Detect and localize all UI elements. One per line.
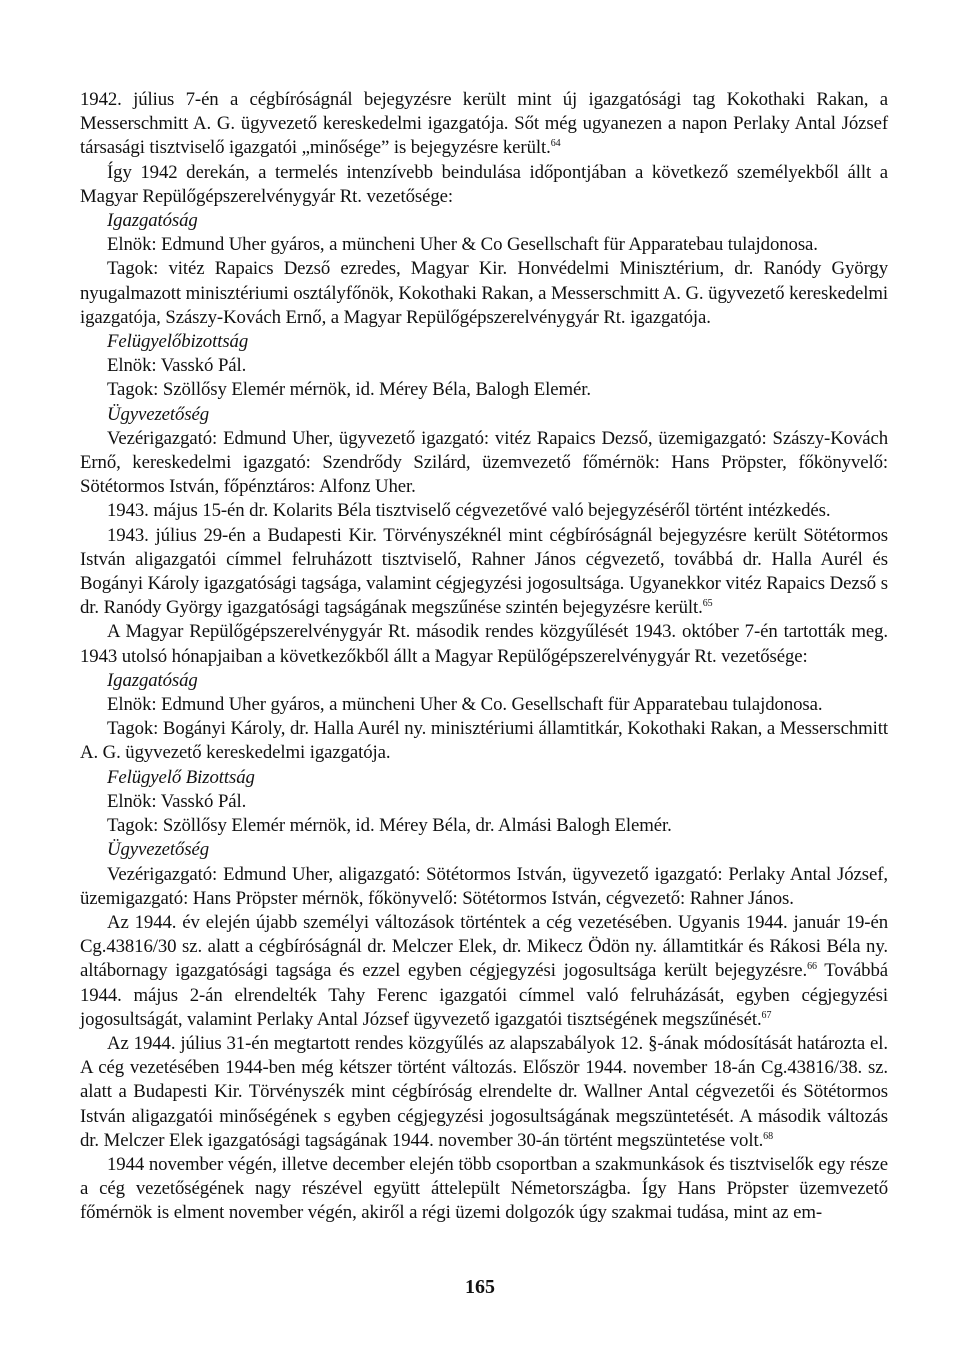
paragraph-text: 1943. július 29-én a Budapesti Kir. Törvényszéknél mint cégbíróságnál bejegyzésre került Sötétormos István aligazgatói címmel felruházott tisztviselő, Rahner János cégvezető, továbbá dr. Halla Aurél és Bogányi Károly igazgatósági tagsága, valamint cégjegyzési jogosultsága. Ugyanekkor vitéz Rapaics Dezső s dr. Ranódy György igazgatósági tagságának megszűnése szintén bejegyzésre került. [80,524,888,619]
paragraph-text: Felügyelőbizottság [107,331,249,353]
paragraph-text: Így 1942 derekán, a termelés intenzívebb beindulása időpontjában a következő személyekből állt a Magyar Repülőgépszerelvénygyár Rt. vezetősége: [80,161,888,207]
section-heading [80,838,888,862]
paragraph-text: Igazgatóság [107,669,198,691]
paragraph-text: Vezérigazgató: Edmund Uher, aligazgató: Sötétormos István, ügyvezető igazgató: Perlaky Antal József, üzemigazgató: Hans Pröpster mérnök, főkönyvelő: Sötétormos István, cégvezető: Rahner János. [80,863,888,909]
paragraph-text: Felügyelő Bizottság [107,766,255,788]
paragraph [80,863,888,911]
footnote-ref: 68 [763,1130,773,1142]
paragraph-text: Ügyvezetőség [107,403,210,425]
paragraph-text: Elnök: Edmund Uher gyáros, a müncheni Uher & Co. Gesellschaft für Apparatebau tulajdonosa. [107,694,823,716]
paragraph-text: Igazgatóság [107,210,198,232]
paragraph-text: Elnök: Vasskó Pál. [107,790,247,812]
paragraph [80,911,888,1032]
paragraph-text: Vezérigazgató: Edmund Uher, ügyvezető igazgató: vitéz Rapaics Dezső, üzemigazgató: Szászy-Kovách Ernő, kereskedelmi igazgató: Szendrődy Szilárd, üzemvezető főmérnök: Hans Pröpster, főkönyvelő: Sötétormos István, főpénztáros: Alfonz Uher. [80,427,888,498]
paragraph [80,233,888,257]
paragraph-text: Tagok: Szöllősy Elemér mérnök, id. Mérey Béla, dr. Almási Balogh Elemér. [107,815,672,837]
section-heading [80,766,888,790]
paragraph [80,814,888,838]
paragraph-text: 1943. május 15-én dr. Kolarits Béla tisztviselő cégvezetővé való bejegyzéséről történt intézkedés. [107,500,831,522]
footnote-ref: 64 [550,138,561,150]
paragraph-text: Az 1944. év elején újabb személyi változások történtek a cég vezetésében. Ugyanis 1944. január 19-én Cg.43816/30 sz. alatt a cégbíróságnál dr. Melczer Elek, dr. Mikecz Ödön ny. államtitkár és Rákosi Béla ny. altábornagy igazgatósági tagsága és ezzel egyben cégjegyzési jogosultsága került bejegyzésre. [80,911,888,982]
paragraph [80,257,888,330]
paragraph [80,693,888,717]
section-heading [80,669,888,693]
footnote-ref: 66 [807,961,817,973]
section-heading [80,209,888,233]
paragraph-text: Tagok: Bogányi Károly, dr. Halla Aurél ny. minisztériumi államtitkár, Kokothaki Rakan, a Messerschmitt A. G. ügyvezető kereskedelmi igazgatója. [80,718,888,764]
paragraph [80,354,888,378]
section-heading [80,403,888,427]
paragraph-text: Tagok: vitéz Rapaics Dezső ezredes, Magyar Kir. Honvédelmi Minisztérium, dr. Ranódy György nyugalmazott minisztériumi osztályfőnök, Kokothaki Rakan, a Messerschmitt A. G. ügyvezető kereskedelmi igazgatója, Szászy-Kovách Ernő, a Magyar Repülőgépszerelvénygyár Rt. igazgatója. [80,258,888,328]
footnote-ref: 65 [702,598,713,610]
paragraph [80,717,888,765]
paragraph [80,790,888,814]
paragraph [80,620,888,668]
page-number: 165 [465,1276,495,1298]
page-body [80,88,888,1226]
paragraph-text: Továbbá 1944. május 2-án elrendelték Tahy Ferenc igazgatói címmel való felruházását, egyben cégjegyzési jogosultságát, valamint Perlaky Antal József ügyvezető igazgatói tisztségének megszűnését. [80,960,888,1030]
paragraph-text: 1944 november végén, illetve december elején több csoportban a szakmunkások és tisztviselők egy része a cég vezetőségének nagy részével együtt áttelepült Németországba. Így Hans Pröpster üzemvezető főmérnök is elment november végén, akiről a régi üzemi dolgozók úgy szakmai tudása, mint az em- [80,1153,888,1224]
paragraph [80,427,888,500]
paragraph-text: Tagok: Szöllősy Elemér mérnök, id. Mérey Béla, Balogh Elemér. [107,379,591,401]
paragraph-text: Ügyvezetőség [107,839,210,861]
paragraph-text: Elnök: Vasskó Pál. [107,355,247,377]
paragraph [80,1032,888,1153]
paragraph [80,1153,888,1226]
paragraph [80,88,888,161]
paragraph-text: A Magyar Repülőgépszerelvénygyár Rt. második rendes közgyűlését 1943. október 7-én tartották meg. 1943 utolsó hónapjaiban a következőkből állt a Magyar Repülőgépszerelvénygyár Rt. vezetősége: [80,621,888,667]
section-heading [80,330,888,354]
footnote-ref: 67 [761,1009,772,1021]
paragraph [80,161,888,209]
paragraph [80,378,888,402]
paragraph-text: Az 1944. július 31-én megtartott rendes közgyűlés az alapszabályok 12. §-ának módosítását határozta el. A cég vezetésében 1944-ben még kétszer történt változás. Először 1944. november 18-án Cg.43816/38. sz. alatt a Budapesti Kir. Törvényszék mint cégbíróság elrendelte dr. Wallner Antal cégvezetői és Sötétormos István aligazgatói minőségének s egyben cégjegyzési jogosultságának megszüntetését. A második változás dr. Melczer Elek igazgatósági tagságának 1944. november 30-án történt megszüntetése volt. [80,1032,888,1151]
paragraph [80,524,888,621]
paragraph [80,499,888,523]
paragraph-text: Elnök: Edmund Uher gyáros, a müncheni Uher & Co Gesellschaft für Apparatebau tulajdonosa. [107,234,818,256]
paragraph-text: 1942. július 7-én a cégbíróságnál bejegyzésre került mint új igazgatósági tag Kokothaki Rakan, a Messerschmitt A. G. ügyvezető kereskedelmi igazgatója. Sőt még ugyanezen a napon Perlaky Antal József társasági tisztviselő igazgatói „minősége” is bejegyzésre került. [80,89,888,159]
